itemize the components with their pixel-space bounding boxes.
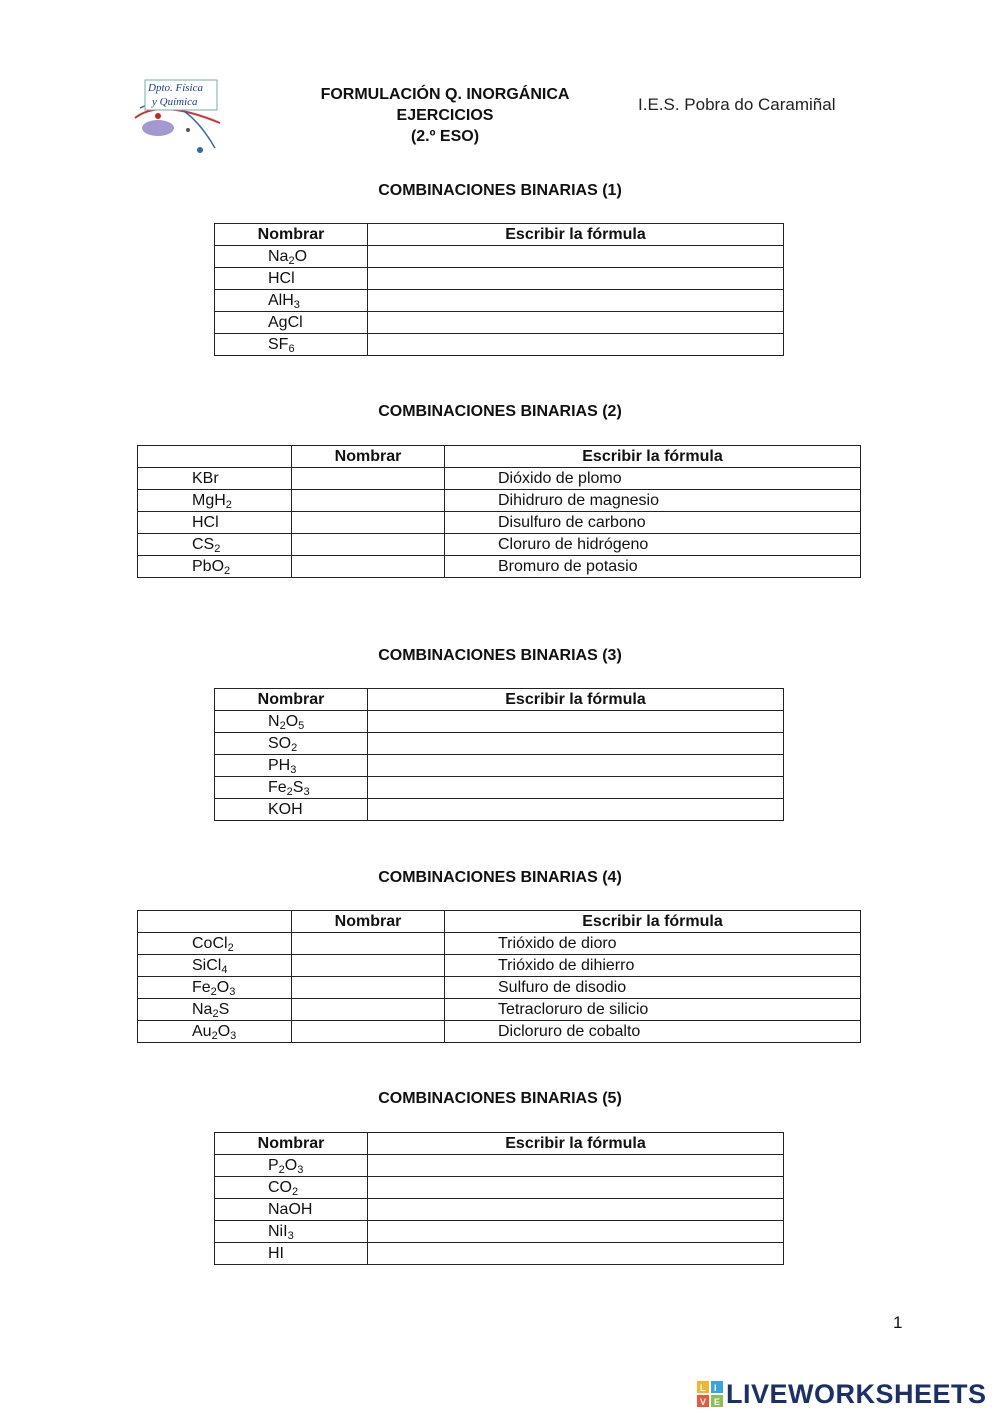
formula-cell: $PH_3$ (215, 755, 368, 777)
compound-name-cell: Disulfuro de carbono (445, 512, 861, 534)
answer-cell[interactable] (368, 755, 784, 777)
svg-text:V: V (700, 1397, 707, 1407)
column-header: Nombrar (292, 911, 445, 933)
section-title-1: COMBINACIONES BINARIAS (1) (378, 182, 622, 199)
formula-cell: NiI$_3$ (215, 1221, 368, 1243)
title-line-1: FORMULACIÓN Q. INORGÁNICA (320, 86, 570, 103)
formula-cell: $Fe_2S_3$ (215, 777, 368, 799)
table-row (138, 512, 861, 534)
exercise-table-4 (137, 910, 861, 1043)
column-header: Nombrar (292, 446, 445, 468)
compound-name-cell: Trióxido de dioro (445, 933, 861, 955)
column-header: Nombrar (215, 224, 368, 246)
answer-cell[interactable] (292, 534, 445, 556)
formula-cell: CoCl$_2$ (138, 933, 292, 955)
svg-text:y Química: y Química (152, 96, 198, 108)
svg-text:L: L (700, 1383, 706, 1393)
exercise-table-1 (214, 223, 784, 356)
table-row (215, 1221, 784, 1243)
answer-cell[interactable] (292, 1021, 445, 1043)
answer-cell[interactable] (368, 334, 784, 356)
compound-name-cell: Dihidruro de magnesio (445, 490, 861, 512)
department-logo (130, 78, 230, 160)
section-title-5: COMBINACIONES BINARIAS (5) (378, 1090, 622, 1107)
answer-cell[interactable] (292, 468, 445, 490)
answer-cell[interactable] (368, 1243, 784, 1265)
section-title-3: COMBINACIONES BINARIAS (3) (378, 647, 622, 664)
liveworksheets-watermark (697, 1379, 987, 1409)
formula-cell: $Na_2O$ (215, 246, 368, 268)
compound-name-cell: Bromuro de potasio (445, 556, 861, 578)
formula-cell: HI (215, 1243, 368, 1265)
answer-cell[interactable] (368, 733, 784, 755)
exercise-table-3 (214, 688, 784, 821)
table-row (215, 268, 784, 290)
page-number: 1 (893, 1313, 903, 1332)
svg-text:I: I (714, 1383, 717, 1393)
column-header: Escribir la fórmula (368, 689, 784, 711)
formula-cell: KBr (138, 468, 292, 490)
liveworksheets-icon (697, 1381, 723, 1407)
formula-cell: NaOH (215, 1199, 368, 1221)
column-header: Escribir la fórmula (445, 446, 861, 468)
formula-cell: $CO_2$ (215, 1177, 368, 1199)
answer-cell[interactable] (368, 711, 784, 733)
answer-cell[interactable] (292, 999, 445, 1021)
title-line-2: EJERCICIOS (396, 107, 494, 124)
answer-cell[interactable] (368, 312, 784, 334)
table-row (215, 1243, 784, 1265)
formula-cell: MgH$_2$ (138, 490, 292, 512)
formula-cell: HCl (138, 512, 292, 534)
table-row (215, 1155, 784, 1177)
exercise-table-5 (214, 1132, 784, 1265)
svg-text:E: E (714, 1397, 721, 1407)
section-title-2: COMBINACIONES BINARIAS (2) (378, 403, 622, 420)
table-row (215, 799, 784, 821)
answer-cell[interactable] (368, 1199, 784, 1221)
column-header-empty (138, 446, 292, 468)
column-header: Escribir la fórmula (368, 1133, 784, 1155)
table-row (215, 312, 784, 334)
compound-name-cell: Cloruro de hidrógeno (445, 534, 861, 556)
watermark-text: LIVEWORKSHEETS (726, 1378, 987, 1409)
svg-text:Dpto. Física: Dpto. Física (148, 82, 203, 94)
table-row (138, 468, 861, 490)
answer-cell[interactable] (368, 246, 784, 268)
formula-cell: AgCl (215, 312, 368, 334)
document-title (280, 84, 610, 147)
title-line-3: (2.º ESO) (410, 128, 480, 145)
table-row (215, 1177, 784, 1199)
table-row (138, 933, 861, 955)
compound-name-cell: Dióxido de plomo (445, 468, 861, 490)
answer-cell[interactable] (292, 512, 445, 534)
table-row (215, 755, 784, 777)
formula-cell: SiCl$_4$ (138, 955, 292, 977)
compound-name-cell: Trióxido de dihierro (445, 955, 861, 977)
answer-cell[interactable] (368, 290, 784, 312)
table-row (138, 955, 861, 977)
table-row (215, 246, 784, 268)
answer-cell[interactable] (368, 799, 784, 821)
table-row (215, 1199, 784, 1221)
exercise-table-2 (137, 445, 861, 578)
answer-cell[interactable] (368, 1155, 784, 1177)
answer-cell[interactable] (292, 955, 445, 977)
section-title-4: COMBINACIONES BINARIAS (4) (378, 869, 622, 886)
formula-cell: KOH (215, 799, 368, 821)
table-row (215, 711, 784, 733)
formula-cell: $Na_2S$ (138, 999, 292, 1021)
answer-cell[interactable] (368, 777, 784, 799)
table-row (138, 999, 861, 1021)
formula-cell: $Au_2O_3$ (138, 1021, 292, 1043)
compound-name-cell: Sulfuro de disodio (445, 977, 861, 999)
table-row (138, 1021, 861, 1043)
formula-cell: PbO$_2$ (138, 556, 292, 578)
formula-cell: $CS_2$ (138, 534, 292, 556)
formula-cell: $SO_2$ (215, 733, 368, 755)
compound-name-cell: Tetracloruro de silicio (445, 999, 861, 1021)
answer-cell[interactable] (368, 268, 784, 290)
column-header: Escribir la fórmula (368, 224, 784, 246)
table-row (215, 777, 784, 799)
formula-cell: $Fe_2O_3$ (138, 977, 292, 999)
compound-name-cell: Dicloruro de cobalto (445, 1021, 861, 1043)
table-row (138, 556, 861, 578)
column-header: Nombrar (215, 1133, 368, 1155)
school-name: I.E.S. Pobra do Caramiñal (638, 95, 836, 114)
table-row (138, 977, 861, 999)
formula-cell: $SF_6$ (215, 334, 368, 356)
column-header: Escribir la fórmula (445, 911, 861, 933)
column-header-empty (138, 911, 292, 933)
answer-cell[interactable] (292, 933, 445, 955)
table-row (215, 733, 784, 755)
answer-cell[interactable] (292, 556, 445, 578)
answer-cell[interactable] (368, 1221, 784, 1243)
table-row (215, 334, 784, 356)
answer-cell[interactable] (292, 490, 445, 512)
answer-cell[interactable] (368, 1177, 784, 1199)
formula-cell: $P_2O_3$ (215, 1155, 368, 1177)
formula-cell: HCl (215, 268, 368, 290)
column-header: Nombrar (215, 689, 368, 711)
answer-cell[interactable] (292, 977, 445, 999)
table-row (138, 490, 861, 512)
table-row (138, 534, 861, 556)
table-row (215, 290, 784, 312)
formula-cell: AlH$_3$ (215, 290, 368, 312)
formula-cell: $N_2O_5$ (215, 711, 368, 733)
